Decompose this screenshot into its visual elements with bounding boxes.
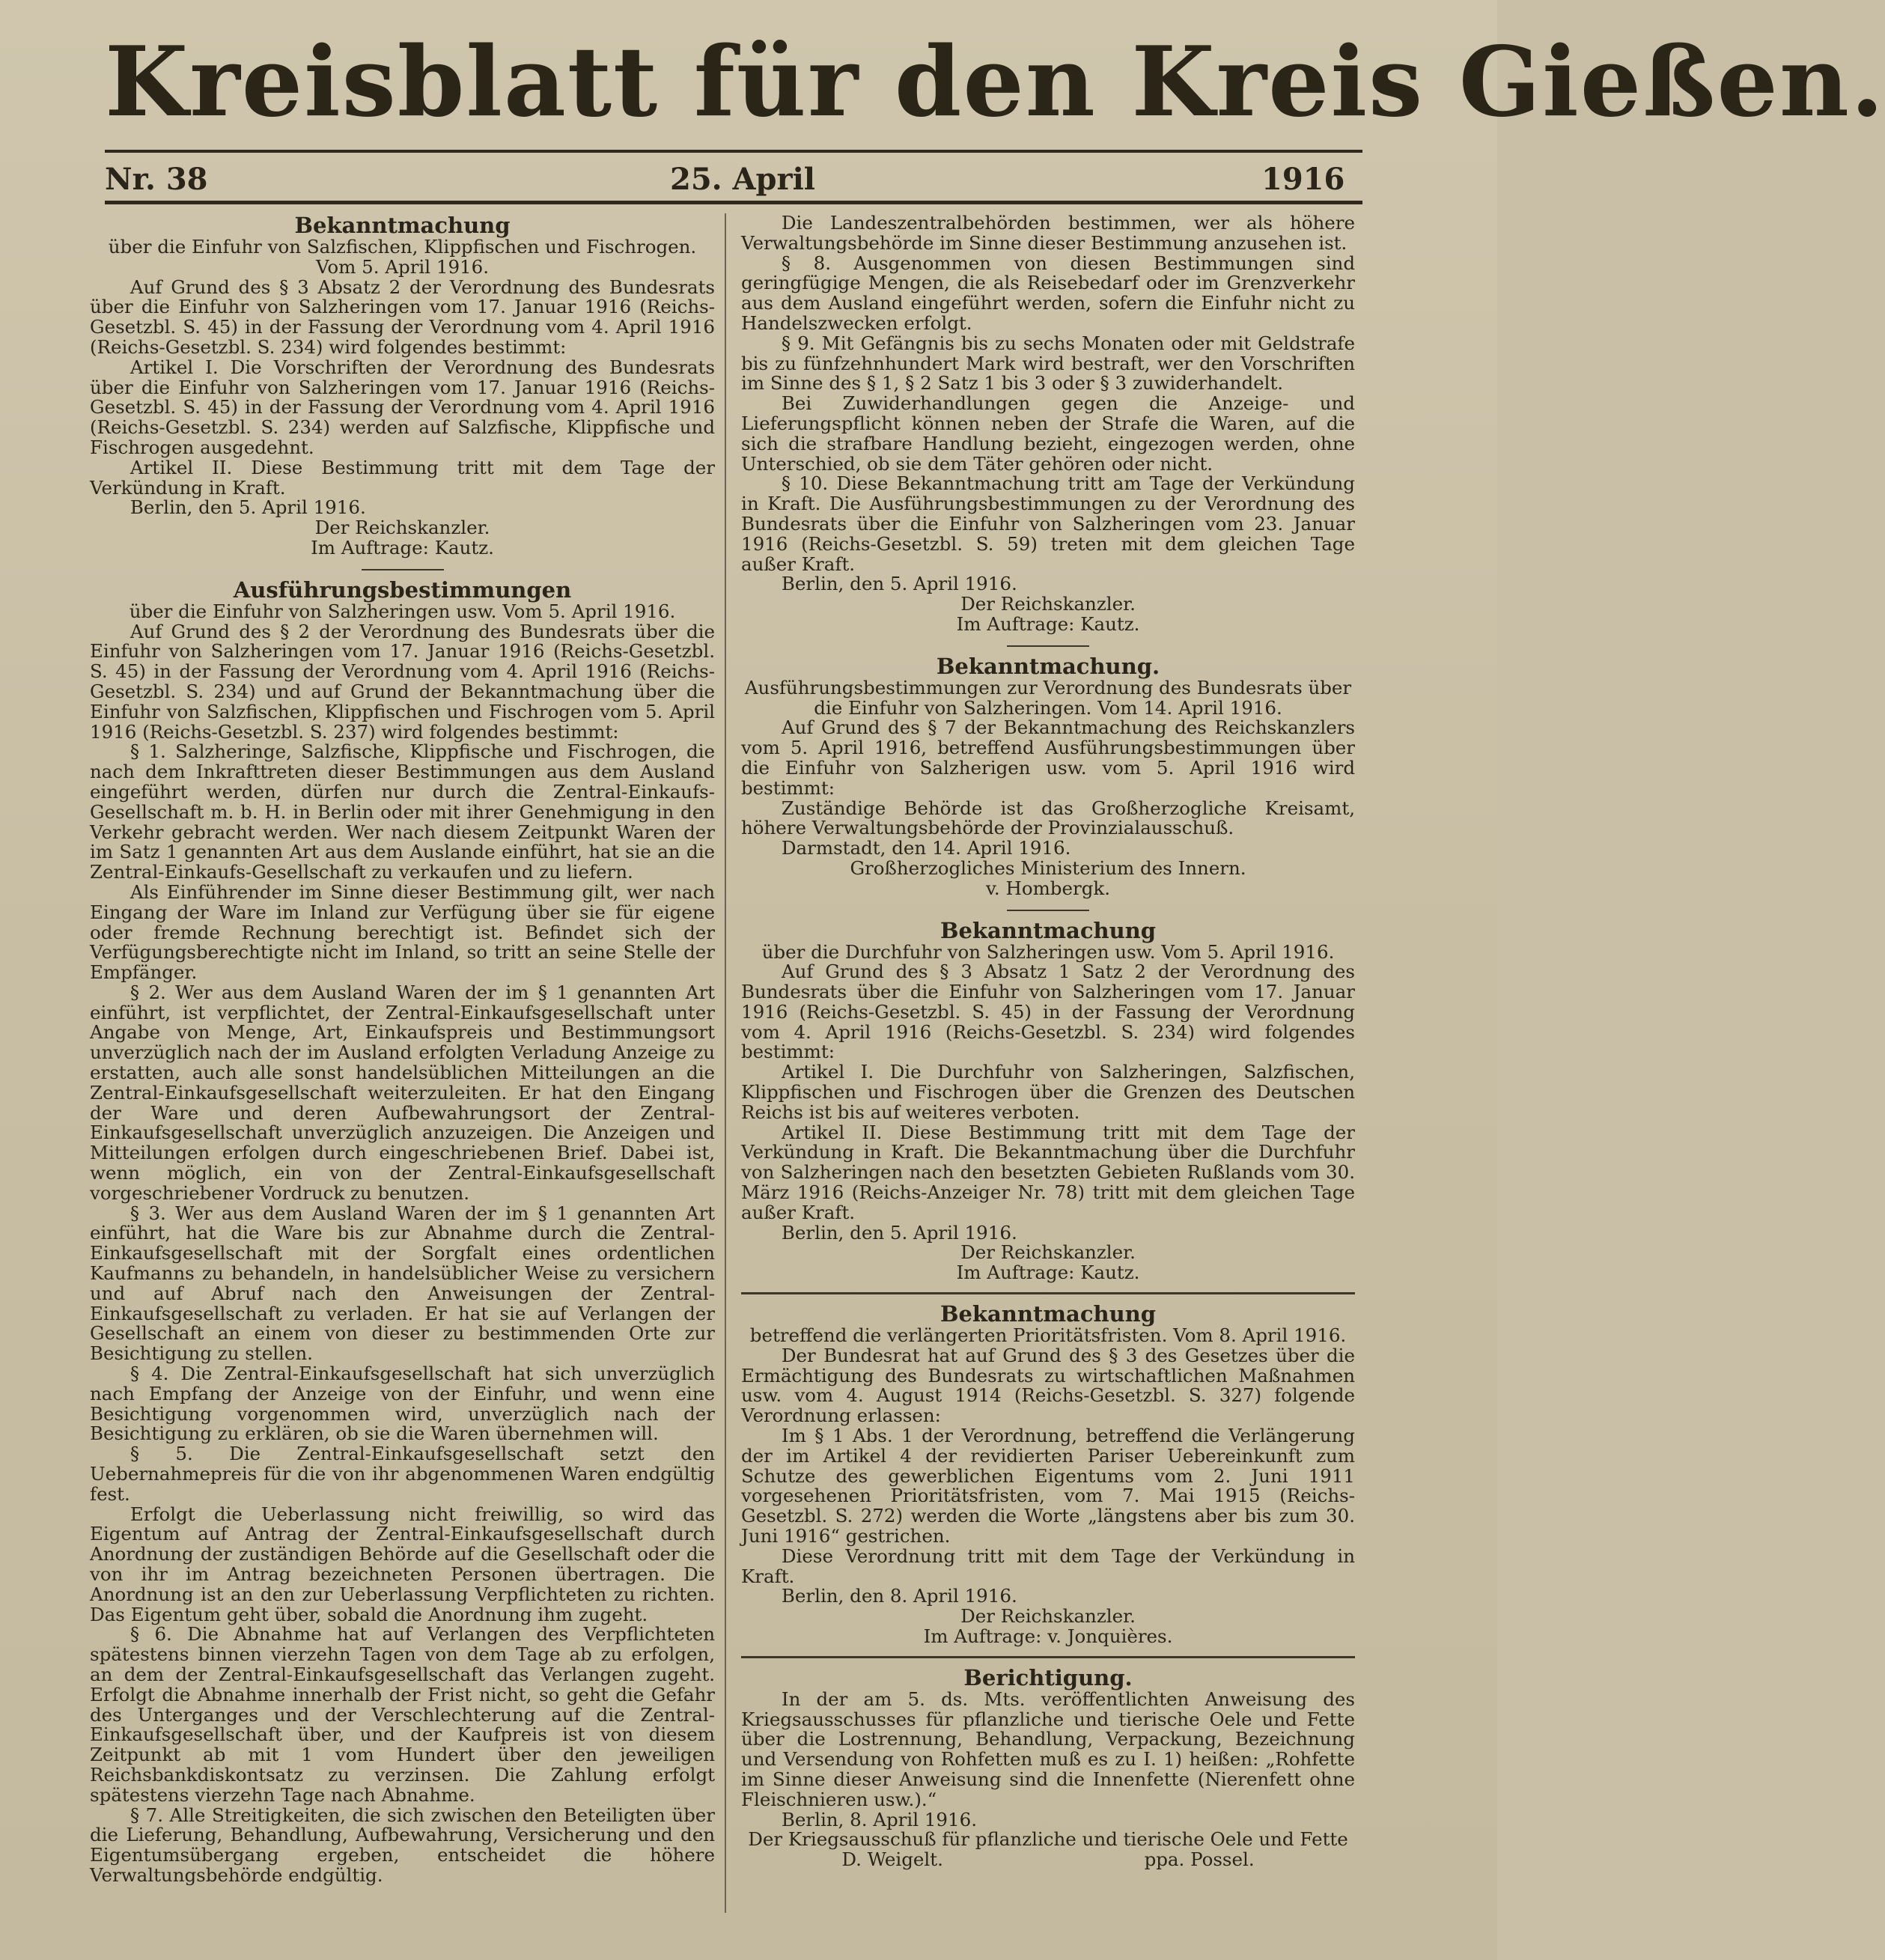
- paragraph: Im § 1 Abs. 1 der Verordnung, betreffend die Verlängerung der im Artikel 4 der revidierten Pariser Uebereinkunft zum Schutze des gewerblichen Eigentums vom 2. Juni 1911 vorgesehenen Prioritätsfristen, vom 7. Mai 1915 (Reichs-Gesetzbl. S. 272) werden die Worte „längstens aber bis zum 30. Juni 1916“ gestrichen.: [741, 1425, 1355, 1547]
- left-column: [90, 213, 715, 1913]
- signature: Der Reichskanzler.: [960, 1241, 1136, 1264]
- paragraph: § 6. Die Abnahme hat auf Verlangen des Verpflichteten spätestens binnen vierzehn Tagen von dem Tage ab zu erfolgen, an dem der Zentral-Einkaufsgesellschaft das Verlangen zugeht. Erfolgt die Abnahme innerhalb der Frist nicht, so geht die Gefahr des Unterganges und der Verschlechterung auf die Zentral-Einkaufsgesellschaft über, und der Kaufpreis ist von diesem Zeitpunkt ab mit 1 vom Hundert über den jeweiligen Reichsbankdiskontsatz zu verzinsen. Die Zahlung erfolgt spätestens vierzehn Tage nach Abnahme.: [90, 1623, 715, 1806]
- paragraph: Artikel I. Die Vorschriften der Verordnung des Bundesrats über die Einfuhr von Salzheringen vom 17. Januar 1916 (Reichs-Gesetzbl. S. 45) in der Fassung der Verordnung vom 4. April 1916 (Reichs-Gesetzbl. S. 234) werden auf Salzfische, Klippfische und Fischrogen ausgedehnt.: [90, 356, 715, 458]
- paragraph: Zuständige Behörde ist das Großherzogliche Kreisamt, höhere Verwaltungsbehörde der Provinzialausschuß.: [741, 797, 1355, 839]
- paragraph: Artikel I. Die Durchfuhr von Salzheringen, Salzfischen, Klippfischen und Fischrogen über die Grenzen des Deutschen Reichs ist bis auf weiteres verboten.: [741, 1061, 1355, 1123]
- signature: Im Auftrage: Kautz.: [956, 612, 1140, 635]
- place-date: Berlin, den 8. April 1916.: [781, 1585, 1017, 1607]
- masthead-rule-top: [105, 150, 1362, 153]
- paragraph: § 7. Alle Streitigkeiten, die sich zwischen den Beteiligten über die Lieferung, Behandlung, Aufbewahrung, Versicherung und den Eigentumsübergang ergeben, entscheidet die höhere Verwaltungsbehörde endgültig.: [90, 1804, 715, 1886]
- place-date: Berlin, den 5. April 1916.: [781, 1221, 1017, 1244]
- place-date: Berlin, 8. April 1916.: [781, 1808, 977, 1830]
- notice-heading: Bekanntmachung: [940, 917, 1157, 943]
- paragraph: Der Bundesrat hat auf Grund des § 3 des Gesetzes über die Ermächtigung des Bundesrats zu wirtschaftlichen Maßnahmen usw. vom 4. August 1914 (Reichs-Gesetzbl. S. 327) folgende Verordnung erlassen:: [741, 1344, 1355, 1427]
- notice-heading: Ausführungsbestimmungen: [233, 576, 572, 603]
- right-column: [741, 213, 1355, 1913]
- notice-subtitle: über die Einfuhr von Salzheringen usw. Vom 5. April 1916.: [129, 600, 676, 622]
- paragraph: § 9. Mit Gefängnis bis zu sechs Monaten oder mit Geldstrafe bis zu fünfzehnhundert Mark wird bestraft, wer den Vorschriften im Sinne des § 1, § 2 Satz 1 bis 3 oder § 3 zuwiderhandelt.: [741, 332, 1355, 395]
- signature: v. Hombergk.: [985, 877, 1111, 899]
- paragraph: Auf Grund des § 2 der Verordnung des Bundesrats über die Einfuhr von Salzheringen vom 17. Januar 1916 (Reichs-Gesetzbl. S. 45) in der Fassung der Verordnung vom 4. April 1916 (Reichs-Gesetzbl. S. 234) und auf Grund der Bekanntmachung über die Einfuhr von Salzfischen, Klippfischen und Fischrogen vom 5. April 1916 (Reichs-Gesetzbl. S. 237) wird folgendes bestimmt:: [90, 620, 715, 743]
- place-date: Darmstadt, den 14. April 1916.: [781, 837, 1071, 859]
- place-date: Berlin, den 5. April 1916.: [130, 496, 366, 519]
- paragraph: Artikel II. Diese Bestimmung tritt mit dem Tage der Verkündung in Kraft.: [90, 456, 715, 499]
- section-divider: [1007, 910, 1089, 911]
- section-divider: [1007, 645, 1089, 647]
- signature: Großherzogliches Ministerium des Innern.: [850, 856, 1246, 879]
- section-divider: [741, 1292, 1355, 1294]
- paragraph: Auf Grund des § 7 der Bekanntmachung des Reichskanzlers vom 5. April 1916, betreffend Ausführungsbestimmungen über die Einfuhr von Salzherigen usw. vom 5. April 1916 wird bestimmt:: [741, 716, 1355, 799]
- signature: Im Auftrage: Kautz.: [956, 1261, 1140, 1284]
- signature: Im Auftrage: v. Jonquières.: [923, 1625, 1173, 1647]
- paragraph: § 4. Die Zentral-Einkaufsgesellschaft hat sich unverzüglich nach Empfang der Anzeige von der Einfuhr, und wenn eine Besichtigung vorgenommen wird, unverzüglich nach der Besichtigung zu erklären, ob sie die Waren übernehmen will.: [90, 1363, 715, 1445]
- paragraph: Als Einführender im Sinne dieser Bestimmung gilt, wer nach Eingang der Ware im Inland zur Verfügung über sie für eigene oder fremde Rechnung berechtigt ist. Befindet sich der Verfügungsberechtigte nicht im Inland, so tritt an seine Stelle der Empfänger.: [90, 880, 715, 984]
- paragraph: § 5. Die Zentral-Einkaufsgesellschaft setzt den Uebernahmepreis für die von ihr abgenommenen Waren endgültig fest.: [90, 1443, 715, 1505]
- section-divider: [741, 1656, 1355, 1658]
- notice-subtitle: Ausführungsbestimmungen zur Verordnung des Bundesrats über die Einfuhr von Salzheringen. Vom 14. April 1916.: [744, 676, 1352, 719]
- signature: Der Kriegsausschuß für pflanzliche und tierische Oele und Fette: [748, 1828, 1348, 1851]
- paragraph: § 2. Wer aus dem Ausland Waren der im § 1 genannten Art einführt, ist verpflichtet, der Zentral-Einkaufsgesellschaft unter Angabe von Menge, Art, Einkaufspreis und Bestimmungsort unverzüglich nach der im Ausland erfolgten Verladung Anzeige zu erstatten, auch alle sonst handelsüblichen Mitteilungen an die Zentral-Einkaufsgesellschaft weiterzuleiten. Er hat den Eingang der Ware und deren Aufbewahrungsort der Zentral-Einkaufsgesellschaft unverzüglich anzuzeigen. Die Anzeigen und Mitteilungen erfolgen durch eingeschriebenen Brief. Dabei ist, wenn möglich, ein von der Zentral-Einkaufsgesellschaft vorgeschriebener Vordruck zu benutzen.: [90, 981, 715, 1204]
- paragraph: Artikel II. Diese Bestimmung tritt mit dem Tage der Verkündung in Kraft. Die Bekanntmachung über die Durchfuhr von Salzheringen nach den besetzten Gebieten Rußlands vom 30. März 1916 (Reichs-Anzeiger Nr. 78) tritt mit dem gleichen Tage außer Kraft.: [741, 1121, 1355, 1223]
- notice-heading: Bekanntmachung.: [936, 653, 1160, 679]
- issue-year: 1916: [1261, 162, 1345, 197]
- place-date: Berlin, den 5. April 1916.: [781, 573, 1017, 595]
- signature: Der Reichskanzler.: [960, 1605, 1136, 1628]
- paragraph: Auf Grund des § 3 Absatz 1 Satz 2 der Verordnung des Bundesrats über die Einfuhr von Salzheringen vom 17. Januar 1916 (Reichs-Gesetzbl. S. 45) in der Fassung der Verordnung vom 4. April 1916 (Reichs-Gesetzbl. S. 234) wird folgendes bestimmt:: [741, 961, 1355, 1063]
- paragraph: Diese Verordnung tritt mit dem Tage der Verkündung in Kraft.: [741, 1544, 1355, 1587]
- signature: D. Weigelt.: [841, 1848, 943, 1871]
- issue-number: Nr. 38: [105, 162, 208, 197]
- notice-subtitle: über die Durchfuhr von Salzheringen usw. Vom 5. April 1916.: [761, 940, 1335, 963]
- notice-heading: Berichtigung.: [963, 1664, 1133, 1690]
- issue-date: 25. April: [670, 162, 815, 197]
- paragraph: Auf Grund des § 3 Absatz 2 der Verordnung des Bundesrats über die Einfuhr von Salzheringen vom 17. Januar 1916 (Reichs-Gesetzbl. S. 45) in der Fassung der Verordnung vom 4. April 1916 (Reichs-Gesetzbl. S. 234) wird folgendes bestimmt:: [90, 276, 715, 358]
- notice-subtitle: über die Einfuhr von Salzfischen, Klippfischen und Fischrogen. Vom 5. April 1916.: [108, 236, 697, 278]
- notice-subtitle: betreffend die verlängerten Prioritätsfristen. Vom 8. April 1916.: [749, 1324, 1347, 1347]
- signature: Der Reichskanzler.: [960, 593, 1136, 615]
- paragraph: Die Landeszentralbehörden bestimmen, wer als höhere Verwaltungsbehörde im Sinne dieser Bestimmung anzusehen ist.: [741, 212, 1355, 254]
- column-divider: [725, 213, 726, 1913]
- section-divider: [362, 569, 444, 570]
- paragraph: Erfolgt die Ueberlassung nicht freiwillig, so wird das Eigentum auf Antrag der Zentral-Einkaufsgesellschaft durch Anordnung der zuständigen Behörde auf die Gesellschaft oder die von ihr im Antrag bezeichneten Personen übertragen. Die Anordnung ist an den zur Ueberlassung Verpflichteten zu richten. Das Eigentum geht über, sobald die Anordnung ihm zugeht.: [90, 1503, 715, 1625]
- paragraph: § 8. Ausgenommen von diesen Bestimmungen sind geringfügige Mengen, die als Reisebedarf oder im Grenzverkehr aus dem Ausland eingeführt werden, sofern die Einfuhr nicht zu Handelszwecken erfolgt.: [741, 252, 1355, 334]
- paragraph: § 3. Wer aus dem Ausland Waren der im § 1 genannten Art einführt, hat die Ware bis zur Abnahme durch die Zentral-Einkaufsgesellschaft mit der Sorgfalt eines ordentlichen Kaufmanns zu behandeln, in handelsüblicher Weise zu versichern und auf Abruf nach den Anweisungen der Zentral-Einkaufsgesellschaft zu verladen. Er hat sie auf Verlangen der Gesellschaft an einem von dieser zu bestimmenden Orte zur Besichtigung zu stellen.: [90, 1202, 715, 1365]
- issue-line: [105, 157, 1345, 202]
- signature: Im Auftrage: Kautz.: [311, 536, 494, 559]
- paragraph: § 10. Diese Bekanntmachung tritt am Tage der Verkündung in Kraft. Die Ausführungsbestimmungen zu der Verordnung des Bundesrats über die Einfuhr von Salzheringen vom 23. Januar 1916 (Reichs-Gesetzbl. S. 59) treten mit dem gleichen Tage außer Kraft.: [741, 472, 1355, 575]
- signature: Der Reichskanzler.: [314, 517, 490, 539]
- signature-row: [741, 1850, 1355, 1870]
- masthead-title: Kreisblatt für den Kreis Gießen.: [105, 26, 1885, 139]
- paragraph: In der am 5. ds. Mts. veröffentlichten Anweisung des Kriegsausschusses für pflanzliche und tierische Oele und Fette über die Lostrennung, Behandlung, Verpackung, Bezeichnung und Versendung von Rohfetten muß es zu I. 1) heißen: „Rohfette im Sinne dieser Anweisung sind die Innenfette (Nierenfett ohne Fleischnieren usw.).“: [741, 1687, 1355, 1810]
- signature: ppa. Possel.: [1144, 1848, 1255, 1871]
- paragraph: Bei Zuwiderhandlungen gegen die Anzeige- und Lieferungspflicht können neben der Strafe die Waren, auf die sich die strafbare Handlung bezieht, eingezogen werden, ohne Unterschied, ob sie dem Täter gehören oder nicht.: [741, 392, 1355, 475]
- masthead-rule-bottom: [105, 201, 1362, 204]
- notice-heading: Bekanntmachung: [294, 213, 511, 238]
- paragraph: § 1. Salzheringe, Salzfische, Klippfische und Fischrogen, die nach dem Inkrafttreten dieser Bestimmungen aus dem Ausland eingeführt werden, dürfen nur durch die Zentral-Einkaufs-Gesellschaft m. b. H. in Berlin oder mit ihrer Genehmigung in den Verkehr gebracht werden. Wer nach diesem Zeitpunkt Waren der im Satz 1 genannten Art aus dem Auslande einführt, hat sie an die Zentral-Einkaufs-Gesellschaft zu verkaufen und zu liefern.: [90, 740, 715, 883]
- notice-heading: Bekanntmachung: [940, 1301, 1157, 1327]
